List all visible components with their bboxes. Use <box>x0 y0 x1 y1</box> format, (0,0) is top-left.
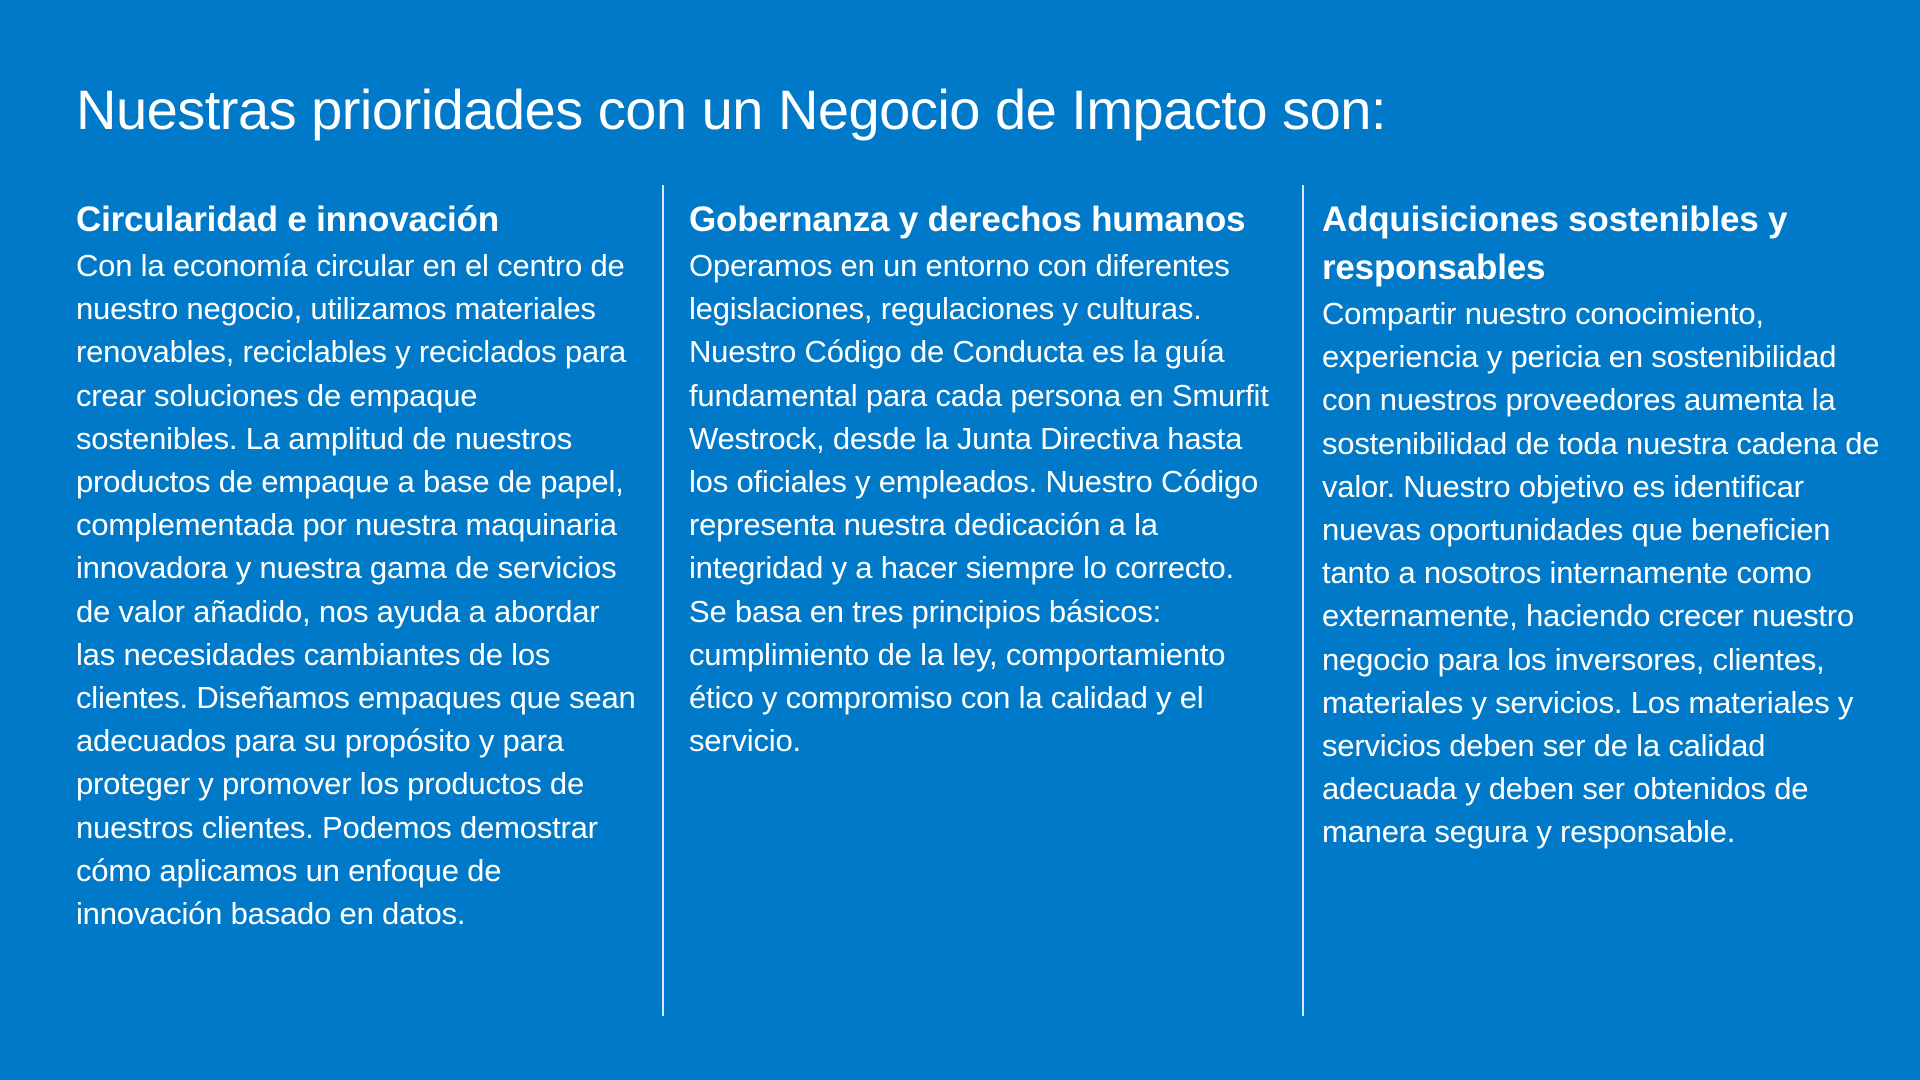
column-divider <box>1302 185 1304 1016</box>
column-heading: Gobernanza y derechos humanos <box>689 200 1246 239</box>
column-heading: Adquisiciones sostenibles y responsables <box>1322 200 1788 287</box>
column-body: Con la economía circular en el centro de nuestro negocio, utilizamos materiales renovables, reciclables y reciclados para crear soluciones de empaque sostenibles. La amplitud de nuestros productos de empaque a base de papel, complementada por nuestra maquinaria innovadora y nuestra gama de servicios de valor añadido, nos ayuda a abordar las necesidades cambiantes de los clientes. Diseñamos empaques que sean adecuados para su propósito y para proteger y promover los productos de nuestros clientes. Podemos demostrar cómo aplicamos un enfoque de innovación basado en datos. <box>76 248 636 932</box>
column-body: Compartir nuestro conocimiento, experiencia y pericia en sostenibilidad con nuestros proveedores aumenta la sostenibilidad de toda nuestra cadena de valor. Nuestro objetivo es identificar nuevas oportunidades que beneficien tanto a nosotros internamente como externamente, haciendo crecer nuestro negocio para los inversores, clientes, materiales y servicios. Los materiales y servicios deben ser de la calidad adecuada y deben ser obtenidos de manera segura y responsable. <box>1322 296 1880 850</box>
column-gobernanza <box>689 196 1279 762</box>
column-body: Operamos en un entorno con diferentes legislaciones, regulaciones y culturas. Nuestro Código de Conducta es la guía fundamental para cada persona en Smurfit Westrock, desde la Junta Directiva hasta los oficiales y empleados. Nuestro Código representa nuestra dedicación a la integridad y a hacer siempre lo correcto. Se basa en tres principios básicos: cumplimiento de la ley, comportamiento ético y compromiso con la calidad y el servicio. <box>689 248 1269 759</box>
column-heading: Circularidad e innovación <box>76 200 499 239</box>
column-divider <box>662 185 664 1016</box>
column-adquisiciones <box>1322 196 1892 854</box>
column-circularidad <box>76 196 646 935</box>
page-title: Nuestras prioridades con un Negocio de Impacto son: <box>76 78 1386 141</box>
